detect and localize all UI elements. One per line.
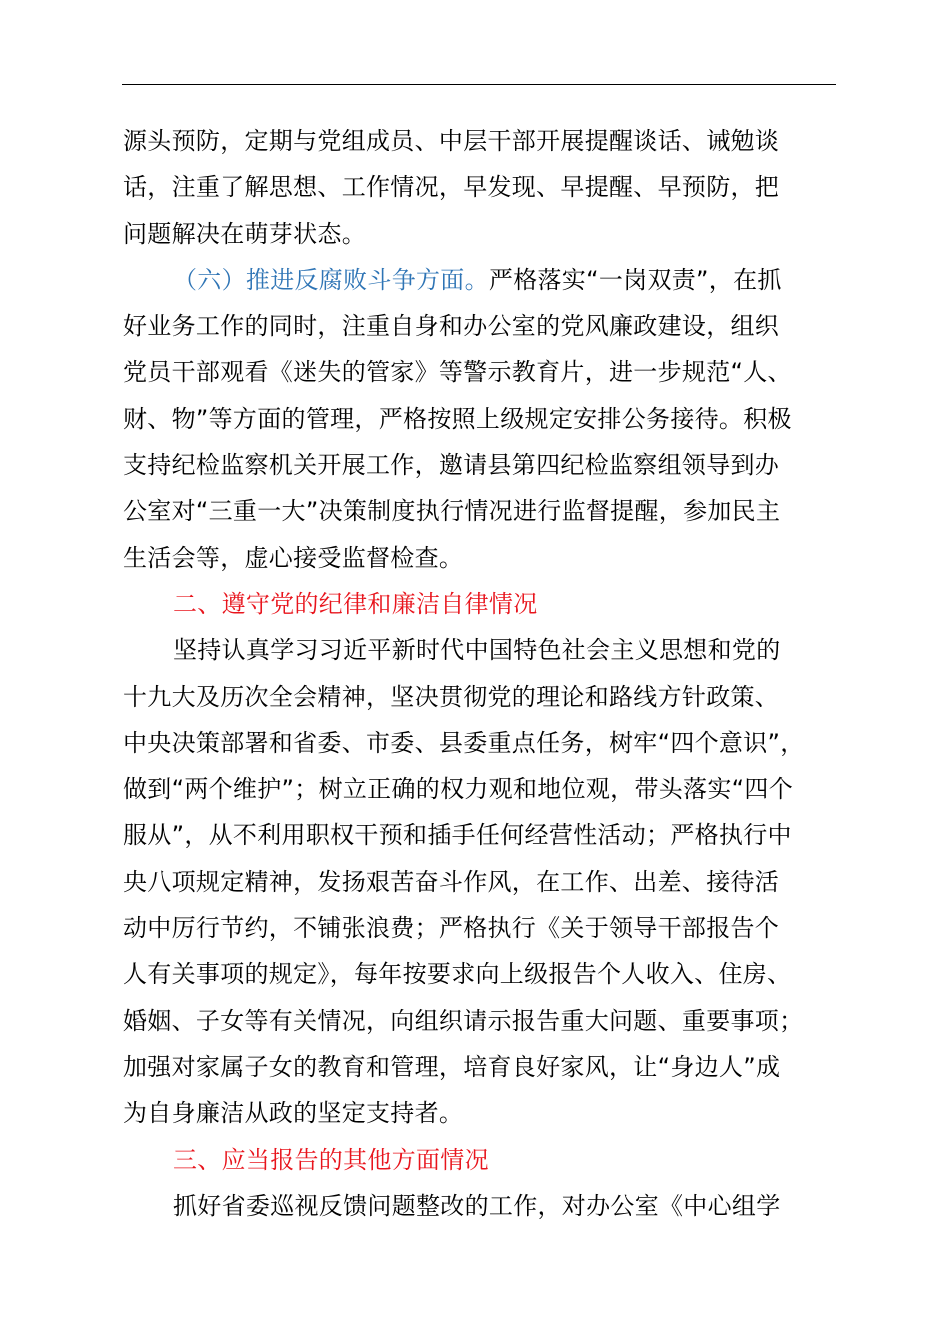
paragraph-line: 好业务工作的同时，注重自身和办公室的党风廉政建设，组织 <box>123 312 780 341</box>
paragraph-text: 严格落实“一岗双责”，在抓 <box>488 265 782 294</box>
header-rule <box>122 84 836 85</box>
paragraph-line: 坚持认真学习习近平新时代中国特色社会主义思想和党的 <box>173 636 781 665</box>
paragraph-line: 公室对“三重一大”决策制度执行情况进行监督提醒，参加民主 <box>123 497 781 526</box>
paragraph-line: 婚姻、子女等有关情况，向组织请示报告重大问题、重要事项； <box>123 1006 804 1035</box>
paragraph-line: 支持纪检监察机关开展工作，邀请县第四纪检监察组领导到办 <box>123 451 780 480</box>
paragraph-line: 财、物”等方面的管理，严格按照上级规定安排公务接待。积极 <box>123 404 792 433</box>
subsection-heading: （六）推进反腐败斗争方面。 <box>173 265 489 294</box>
paragraph-line: 人有关事项的规定》，每年按要求向上级报告个人收入、住房、 <box>123 960 792 989</box>
paragraph-line: 党员干部观看《迷失的管家》等警示教育片，进一步规范“人、 <box>123 358 792 387</box>
paragraph-line: 问题解决在萌芽状态。 <box>123 219 366 248</box>
section-heading: 三、应当报告的其他方面情况 <box>173 1145 489 1174</box>
paragraph-line: 抓好省委巡视反馈问题整改的工作，对办公室《中心组学 <box>173 1191 781 1220</box>
paragraph-line: 中央决策部署和省委、市委、县委重点任务，树牢“四个意识”， <box>123 728 805 757</box>
paragraph-line <box>123 257 863 303</box>
paragraph-line: 做到“两个维护”；树立正确的权力观和地位观，带头落实“四个 <box>123 775 793 804</box>
paragraph-line: 为自身廉洁从政的坚定支持者。 <box>123 1099 464 1128</box>
paragraph-line: 源头预防，定期与党组成员、中层干部开展提醒谈话、诫勉谈 <box>123 127 780 155</box>
section-heading: 二、遵守党的纪律和廉洁自律情况 <box>173 589 538 618</box>
paragraph-line: 服从”，从不利用职权干预和插手任何经营性活动；严格执行中 <box>123 821 792 850</box>
paragraph-line: 动中厉行节约，不铺张浪费；严格执行《关于领导干部报告个 <box>123 914 780 943</box>
paragraph-line: 生活会等，虚心接受监督检查。 <box>123 543 464 572</box>
paragraph-line: 加强对家属子女的教育和管理，培育良好家风，让“身边人”成 <box>123 1052 781 1081</box>
paragraph-line: 十九大及历次全会精神，坚决贯彻党的理论和路线方针政策、 <box>123 682 780 711</box>
paragraph-line: 央八项规定精神，发扬艰苦奋斗作风，在工作、出差、接待活 <box>123 867 780 896</box>
paragraph-line: 话，注重了解思想、工作情况，早发现、早提醒、早预防，把 <box>123 173 780 202</box>
document-body <box>123 118 863 1229</box>
